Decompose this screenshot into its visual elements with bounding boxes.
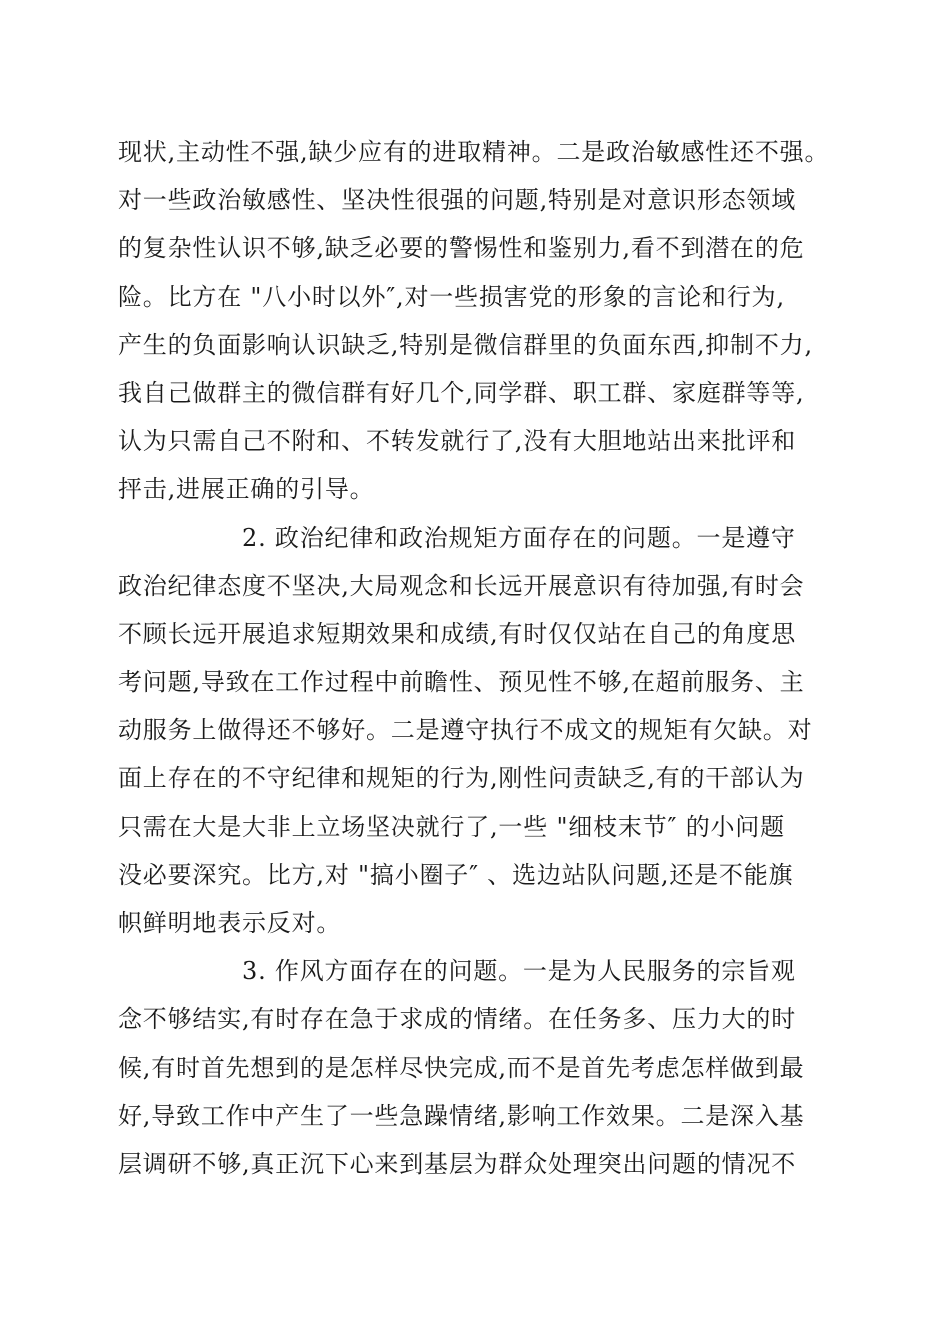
text-line: 认为只需自己不附和、不转发就行了,没有大胆地站出来批评和: [118, 427, 797, 456]
text-line: 产生的负面影响认识缺乏,特别是微信群里的负面东西,抑制不力,: [118, 330, 813, 359]
section-heading-line: 2. 政治纪律和政治规矩方面存在的问题。一是遵守: [242, 523, 796, 552]
text-line: 候,有时首先想到的是怎样尽快完成,而不是首先考虑怎样做到最: [118, 1053, 805, 1082]
text-line: 考问题,导致在工作过程中前瞻性、预见性不够,在超前服务、主: [118, 668, 805, 697]
text-line: 只需在大是大非上立场坚决就行了,一些 "细枝末节″ 的小问题: [118, 812, 785, 841]
text-line: 帜鲜明地表示反对。: [118, 909, 342, 937]
text-line: 好,导致工作中产生了一些急躁情绪,影响工作效果。二是深入基: [118, 1101, 805, 1130]
text-line: 动服务上做得还不够好。二是遵守执行不成文的规矩有欠缺。对: [118, 716, 813, 745]
text-line: 的复杂性认识不够,缺乏必要的警惕性和鉴别力,看不到潜在的危: [118, 234, 805, 263]
text-line: 现状,主动性不强,缺少应有的进取精神。二是政治敏感性还不强。: [118, 138, 830, 166]
text-line: 我自己做群主的微信群有好几个,同学群、职工群、家庭群等等,: [118, 378, 805, 407]
text-line: 层调研不够,真正沉下心来到基层为群众处理突出问题的情况不: [118, 1149, 797, 1178]
text-line: 对一些政治敏感性、坚决性很强的问题,特别是对意识形态领域: [118, 186, 797, 215]
text-line: 不顾长远开展追求短期效果和成绩,有时仅仅站在自己的角度思: [118, 619, 797, 648]
text-line: 面上存在的不守纪律和规矩的行为,刚性问责缺乏,有的干部认为: [118, 764, 805, 793]
text-line: 抨击,进展正确的引导。: [118, 475, 375, 504]
text-line: 念不够结实,有时存在急于求成的情绪。在任务多、压力大的时: [118, 1005, 797, 1034]
text-line: 险。比方在 "八小时以外″,对一些损害党的形象的言论和行为,: [118, 282, 785, 311]
section-heading-line: 3. 作风方面存在的问题。一是为人民服务的宗旨观: [242, 957, 796, 986]
text-line: 政治纪律态度不坚决,大局观念和长远开展意识有待加强,有时会: [118, 571, 805, 600]
body-text: [118, 128, 848, 1188]
text-line: 没必要深究。比方,对 "搞小圈子″ 、选边站队问题,还是不能旗: [118, 860, 794, 889]
